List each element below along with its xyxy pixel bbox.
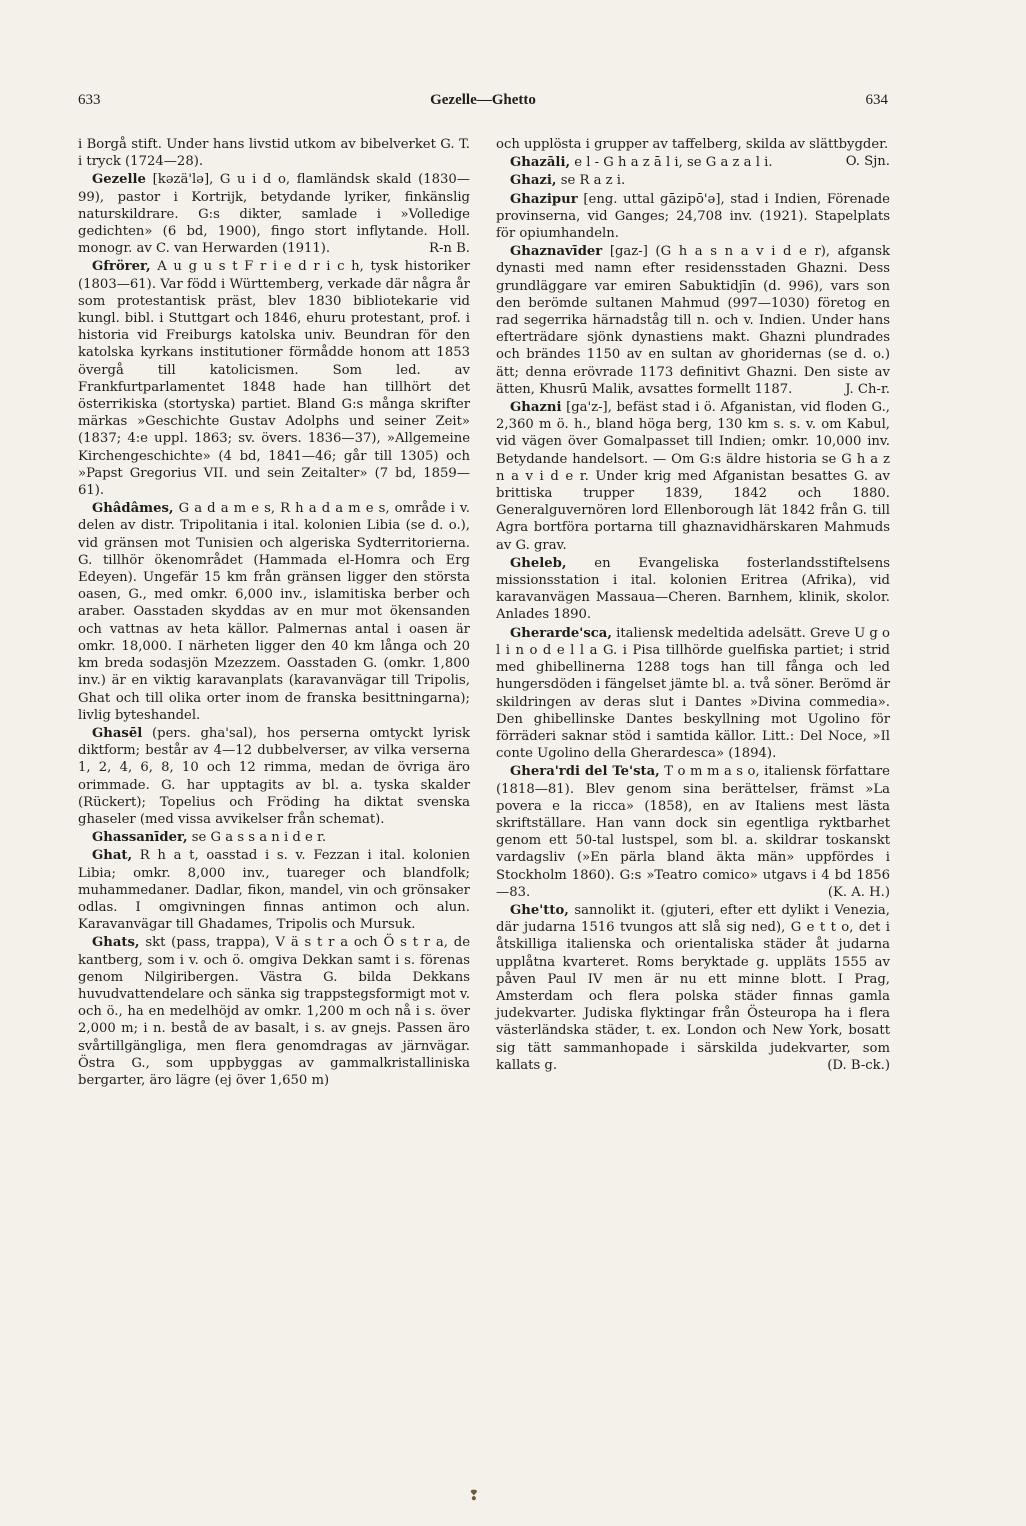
author-signature: O. Sjn. xyxy=(845,154,890,170)
entry-headword: Ghassanīder, xyxy=(92,830,188,846)
author-signature: J. Ch-r. xyxy=(845,381,890,397)
printer-mark: ❢ xyxy=(468,1488,480,1504)
entry-paragraph xyxy=(78,934,470,1089)
entry-text: i Borgå stift. Under hans livstid utkom av bibelverket G. T. i tryck (1724—28). xyxy=(78,137,470,170)
entry-text: skt (pass, trappa), V ä s t r a och Ö s t r a, de kantberg, som i v. och ö. omgiva Dekkan samt i s. förenas genom Nilgiribergen. Västra G. bilda Dekkans huvudvattendelare och sänka sig trappstegsformigt mot v. och ö., ha en medelhöjd av omkr. 1,200 m och nå i s. över 2,000 m; i n. bestå de av basalt, i s. av gnejs. Passen äro svårtillgängliga, men flera genomdragas av järnvägar. Östra G., som uppbyggas av gammalkristalliniska bergarter, äro lägre (ej över 1,650 m) xyxy=(78,935,470,1088)
entry-paragraph xyxy=(496,191,890,243)
entry-paragraph xyxy=(496,555,890,624)
entry-paragraph xyxy=(78,136,470,170)
entry-text: och upplösta i grupper av taffelberg, skilda av slättbygder. xyxy=(496,137,889,152)
entry-headword: Ghe'tto, xyxy=(510,902,569,918)
entry-text: italiensk medeltida adelsätt. Greve U g o l i n o d e l l a G. i Pisa tillhörde guelfiska partiet; i strid med ghibellinerna 1288 togs han till fånga och led hungersdöden i fängelset jämte bl. a. två söner. Berömd är skildringen av deras slut i Dantes »Divina commedia». Den ghibellinske Dantes beskyllning mot Ugolino för förräderi saknar stöd i samtida källor. Litt.: Del Noce, »Il conte Ugolino della Gherardesca» (1894). xyxy=(496,625,890,762)
entry-paragraph xyxy=(78,171,470,257)
entry-headword: Ghaznavīder xyxy=(510,244,603,260)
entry-headword: Ghazipur xyxy=(510,191,578,207)
entry-paragraph xyxy=(496,763,890,901)
entry-headword: Ghera'rdi del Te'sta, xyxy=(510,764,660,780)
entry-headword: Gheleb, xyxy=(510,555,567,571)
entry-text: (pers. gha'sal), hos perserna omtyckt lyrisk diktform; består av 4—12 dubbelverser, av vilka verserna 1, 2, 4, 6, 8, 10 och 12 rimma, medan de övriga äro orimmade. G. har upptagits av bl. a. tyska skalder (Rückert); Topelius och Fröding ha diktat svenska ghaseler (med vissa avvikelser från schemat). xyxy=(78,725,470,827)
entry-headword: Ghazāli, xyxy=(510,155,571,171)
entry-paragraph xyxy=(78,829,470,846)
right-column xyxy=(496,136,890,1075)
entry-text: [ga'z-], befäst stad i ö. Afganistan, vid floden G., 2,360 m ö. h., bland höga berg, 130 km s. s. v. om Kabul, vid vägen över Gomalpasset till Indien; omkr. 10,000 inv. Betydande handelsort. — Om G:s äldre historia se G h a z n a v i d e r. Under krig med Afganistan besattes G. av brittiska trupper 1839, 1842 och 1880. Generalguvernören lord Ellenborough lät 1842 från G. till Agra bortföra portarna till ghaznavidhärskaren Mahmuds av G. grav. xyxy=(496,400,890,553)
entry-paragraph xyxy=(496,625,890,763)
entry-text: R h a t, oasstad i s. v. Fezzan i ital. kolonien Libia; omkr. 8,000 inv., tuareger och blandfolk; muhammedaner. Dadlar, fikon, mandel, vin och grönsaker odlas. I omgivningen finnas antimon och alun. Karavanvägar till Ghadames, Tripolis och Mursuk. xyxy=(78,848,470,933)
entry-paragraph xyxy=(496,243,890,398)
entry-text: [kəzä'lə], G u i d o, flamländsk skald (1830—99), pastor i Kortrijk, betydande lyriker, finkänslig naturskildrare. G:s dikter, samlade i »Volledige gedichten» (6 bd, 1900), fingo stort inflytande. Holl. monogr. av C. van Herwarden (1911). xyxy=(78,172,470,257)
left-column xyxy=(78,136,470,1090)
entry-headword: Ghazni xyxy=(510,400,562,416)
entry-text: se G a s s a n i d e r. xyxy=(191,830,327,846)
entry-text: [eng. uttal gāzipō'ə], stad i Indien, Förenade provinserna, vid Ganges; 24,708 inv. (1921). Stapelplats för opiumhandeln. xyxy=(496,191,890,242)
entry-text: sannolikt it. (gjuteri, efter ett dylikt i Venezia, där judarna 1516 tvungos att slå sig ned), G e t t o, det i åtskilliga italienska och orientaliska städer åt judarna upplåtna kvarteret. Roms beryktade g. uppläts 1555 av påven Paul IV men är nu ett minne blott. I Prag, Amsterdam och flera polska städer finnas gamla judekvarter. Judiska flyktingar från Östeuropa ha i flera västerländska städer, t. ex. London och New York, bosatt sig tätt sammanhopade i särskilda judekvarter, som kallats g. xyxy=(496,902,890,1073)
entry-headword: Gherarde'sca, xyxy=(510,625,612,641)
author-signature: (D. B-ck.) xyxy=(827,1057,890,1073)
entry-text: e l - G h a z ā l i, se G a z a l i. xyxy=(574,155,773,171)
running-title: Gezelle—Ghetto xyxy=(430,92,536,108)
entry-headword: Ghasēl xyxy=(92,725,143,741)
author-signature: (K. A. H.) xyxy=(827,884,890,900)
page-number-left: 633 xyxy=(78,92,101,108)
entry-headword: Ghat, xyxy=(92,848,133,864)
entry-headword: Ghazi, xyxy=(510,173,557,189)
entry-text: [gaz-] (G h a s n a v i d e r), afgansk dynasti med namn efter residensstaden Ghazni. Dess grundläggare var emiren Sabuktidjīn (d. 996), vars son den berömde sultanen Mahmud (997—1030) företog en rad segerrika härnadståg till n. och v. Indien. Under hans efterträdare sjönk dynastiens makt. Ghazni plundrades och brändes 1150 av en sultan av ghoridernas (se d. o.) ätt; denna erövrade 1173 definitivt Ghazni. Den siste av ätten, Khusrū Malik, avsattes formellt 1187. xyxy=(496,244,890,397)
entry-text: G a d a m e s, R h a d a m e s, område i v. delen av distr. Tripolitania i ital. kolonien Libia (se d. o.), vid gränsen mot Tunisien och algeriska Sydterritorierna. G. tillhör ökenområdet (Hammada el-Homra och Erg Edeyen). Ungefär 15 km från gränsen ligger den största oasen, G., med omkr. 6,000 inv., islamitiska berber och araber. Oasstaden skyddas av en mur mot ökensanden och vattnas av heta källor. Palmernas antal i oasen är omkr. 18,000. I närheten ligger den 40 km långa och 20 km breda sodasjön Mzezzem. Oasstaden G. (omkr. 1,800 inv.) är en viktig karavanplats (karavanvägar till Tripolis, Ghat och till olika orter inom de franska besittningarna); livlig byteshandel. xyxy=(78,501,470,723)
entry-paragraph xyxy=(78,847,470,933)
entry-paragraph xyxy=(496,399,890,554)
entry-paragraph xyxy=(78,500,470,724)
entry-headword: Ghâdâmes, xyxy=(92,501,174,517)
entry-text: T o m m a s o, italiensk författare (1818—81). Blev genom sina berättelser, främst »La povera e la ricca» (1858), en av Italiens mest lästa skriftställare. Han vann dock sin egentliga ryktbarhet genom ett 50-tal lustspel, som bl. a. skildrar toskanskt vardagsliv (»En pärla bland äkta män» uppfördes i Stockholm 1860). G:s »Teatro comico» utgavs i 4 bd 1856—83. xyxy=(496,764,890,900)
entry-text: se R a z i. xyxy=(560,173,626,189)
entry-headword: Gfrörer, xyxy=(92,259,151,275)
entry-headword: Ghats, xyxy=(92,935,140,951)
entry-paragraph xyxy=(78,725,470,828)
page-header xyxy=(78,92,888,116)
entry-paragraph xyxy=(496,172,890,189)
entry-text: en Evangeliska fosterlandsstiftelsens missionsstation i ital. kolonien Eritrea (Afrika), vid karavanvägen Massaua—Cheren. Barnhem, klinik, skolor. Anlades 1890. xyxy=(496,555,890,623)
author-signature: R-n B. xyxy=(429,241,470,257)
entry-headword: Gezelle xyxy=(92,172,146,188)
entry-text: A u g u s t F r i e d r i c h, tysk historiker (1803—61). Var född i Württemberg, verkade där några år som protestantisk präst, blev 1830 bibliotekarie vid kungl. bibl. i Stuttgart och 1846, ehuru protestant, prof. i historia vid Freiburgs katolska univ. Beundran för den katolska kyrkans institutioner förmådde honom att 1853 övergå till katolicismen. Som led. av Frankfurtparlamentet 1848 hade han tillhört det österrikiska (stortyska) partiet. Bland G:s många skrifter märkas »Geschichte Gustav Adolphs und seiner Zeit» (1837; 4:e uppl. 1863; sv. övers. 1836—37), »Allgemeine Kirchengeschichte» (4 bd, 1841—46; går till 1305) och »Papst Gregorius VII. und sein Zeitalter» (7 bd, 1859—61). xyxy=(78,259,470,499)
page-number-right: 634 xyxy=(865,92,888,108)
entry-paragraph xyxy=(496,902,890,1074)
entry-paragraph xyxy=(78,258,470,499)
entry-paragraph xyxy=(496,154,890,171)
